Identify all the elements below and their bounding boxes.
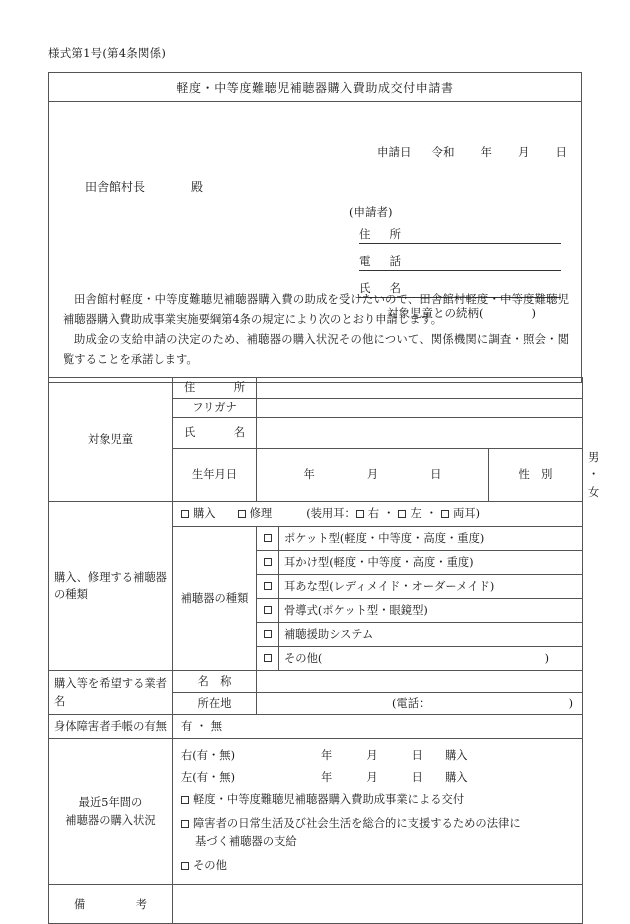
label-char-b: 所 [389,227,401,241]
addressee-line [85,178,203,195]
device-type-checkbox-1[interactable] [264,534,272,542]
child-address-value[interactable] [257,378,583,399]
history-check-label-3: その他 [193,859,227,873]
application-date-line [377,144,567,160]
device-type-checkbox-4[interactable] [264,606,272,614]
label-char-a: 氏 [184,425,196,439]
applicant-phone-input[interactable] [401,257,561,271]
device-type-label: 補聴器の種類 [173,527,257,671]
device-type-checkbox-2[interactable] [264,558,272,566]
disability-booklet-label: 身体障害者手帳の有無 [49,715,173,739]
ear-left-label: 左 [410,507,422,521]
device-type-other-label: その他( [284,651,323,665]
applicant-section-label: (申請者) [349,205,393,219]
addressee-name: 田舎館村長 [85,180,146,194]
application-date-label: 申請日 [377,145,412,159]
history-row [49,739,583,885]
history-right-year: 年 [321,749,333,762]
device-type-other-close: ) [544,651,549,665]
paragraph-consent [63,330,569,370]
label-char-a: 氏 [359,281,371,295]
history-check-label-2: 障害者の日常生活及び社会生活を総合的に支援するための法律に [193,817,521,831]
device-section-label: 購入、修理する補聴器の種類 [49,502,173,671]
history-label-line2: 補聴器の購入状況 [65,813,156,827]
device-purchase-repair-row [49,502,583,527]
birth-year-label: 年 [303,468,315,481]
era-label: 令和 [431,145,455,159]
history-left-ear-line [181,767,577,789]
remarks-label-char-a: 備 [74,897,86,911]
history-content-cell [173,739,583,885]
device-type-label-5: 補聴援助システム [279,623,583,647]
child-name-value[interactable] [257,417,583,448]
child-furigana-label: フリガナ [173,399,257,418]
ear-right-checkbox[interactable] [356,510,364,518]
birth-day-label: 日 [430,468,442,481]
label-char-b: 話 [389,254,401,268]
ear-prefix-label: (装用耳： [306,507,356,521]
disability-booklet-row [49,715,583,739]
paragraph-consent-text: 助成金の支給申請の決定のため、補聴器の購入状況その他について、関係機関に調査・照会・閲覧することを承諾します。 [63,333,569,366]
label-char-b: 名 [233,425,245,439]
disability-booklet-value[interactable]: 有 ・ 無 [173,715,583,739]
addressee-honorific: 殿 [191,180,204,194]
vendor-section-label: 購入等を希望する業者名 [49,671,173,715]
relation-label: 対象児童との続柄( [387,306,484,320]
paragraph-application-text: 田舎館村軽度・中等度難聴児補聴器購入費の助成を受けたいので、田舎館村軽度・中等度難聴児補聴器購入費助成事業実施要綱第4条の規定により次のとおり申請します。 [63,293,569,326]
year-label: 年 [480,145,492,159]
ear-separator-1: ・ [383,507,395,521]
child-gender-label: 性 別 [489,448,583,502]
history-right-day: 日 [411,749,423,762]
child-furigana-value[interactable] [257,399,583,418]
history-left-ear-label[interactable]: 左(有・無) [181,770,236,784]
device-type-checkbox-3[interactable] [264,582,272,590]
vendor-name-label: 名 称 [173,671,257,693]
form-number: 様式第1号(第4条関係) [48,46,167,60]
remarks-label [49,885,173,924]
header-frame [48,72,582,383]
device-type-label-2: 耳かけ型(軽度・中等度・高度・重度) [279,551,583,575]
repair-checkbox[interactable] [238,510,246,518]
applicant-address-label [359,226,401,244]
history-left-purchase: 購入 [444,770,468,784]
vendor-name-row [49,671,583,693]
label-char-b: 名 [389,281,401,295]
child-address-row [49,378,583,399]
history-left-year: 年 [321,770,333,784]
history-check-2 [181,812,577,854]
label-char-a: 電 [359,254,371,268]
device-type-other-cell [279,647,583,671]
ear-left-checkbox[interactable] [398,510,406,518]
page-title: 軽度・中等度難聴児補聴器購入費助成交付申請書 [176,80,454,95]
history-right-purchase: 購入 [444,749,468,762]
history-check-1 [181,788,577,812]
main-form-table [48,377,603,924]
device-type-checkbox-cell-1[interactable] [257,527,279,551]
history-check-label-2b: 基づく補聴器の支給 [195,835,297,849]
remarks-label-char-b: 考 [135,897,147,911]
day-label: 日 [555,145,567,159]
label-char-b: 所 [233,381,245,395]
history-left-day: 日 [411,770,423,784]
applicant-address-input[interactable] [401,230,561,244]
purchase-label: 購入 [193,507,216,521]
applicant-phone-label [359,253,401,271]
repair-label: 修理 [249,507,273,521]
history-checkbox-2[interactable] [181,820,189,828]
history-right-ear-label[interactable]: 右(有・無) [181,749,236,762]
device-type-checkbox-other[interactable] [264,654,272,662]
device-type-label-4: 骨導式(ポケット型・眼鏡型) [279,599,583,623]
vendor-phone-open: (電話： [392,696,431,710]
history-right-ear-line [181,745,577,767]
device-type-checkbox-cell-4[interactable] [257,599,279,623]
history-checkbox-1[interactable] [181,796,189,804]
device-type-label-3: 耳あな型(レディメイド・オーダーメイド) [279,575,583,599]
device-type-checkbox-5[interactable] [264,630,272,638]
ear-separator-2: ・ [425,507,438,521]
device-type-checkbox-cell-other[interactable] [257,647,279,671]
applicant-phone-row [301,253,561,271]
ear-both-label: 両耳) [453,507,481,521]
remarks-value[interactable] [173,885,583,924]
device-purchase-repair-cell [173,502,583,527]
purchase-checkbox[interactable] [181,510,189,518]
history-left-month: 月 [366,770,378,784]
child-name-label [173,417,257,448]
remarks-row [49,885,583,924]
history-check-label-1: 軽度・中等度難聴児補聴器購入費助成事業による交付 [193,793,465,806]
child-birthdate-value[interactable] [257,448,489,502]
device-type-checkbox-cell-3[interactable] [257,575,279,599]
birth-month-label: 月 [366,468,379,481]
history-section-label [49,739,173,885]
device-type-checkbox-cell-5[interactable] [257,623,279,647]
history-checkbox-3[interactable] [181,862,189,870]
device-type-checkbox-cell-2[interactable] [257,551,279,575]
vendor-phone-close: ) [568,696,573,710]
label-char-a: 住 [184,381,196,395]
relation-close-paren: ) [531,306,536,320]
applicant-address-row [301,226,561,244]
child-address-label [173,378,257,399]
label-char-a: 住 [359,227,371,241]
header-body [49,102,581,382]
vendor-address-label: 所在地 [173,693,257,715]
ear-both-checkbox[interactable] [441,510,449,518]
history-check-3 [181,854,577,878]
child-birthdate-label: 生年月日 [173,448,257,502]
child-section-label: 対象児童 [49,378,173,502]
child-birthdate-row: 生年月日 年 月 日 性 別 男 ・ 女 [49,448,583,502]
title-row [49,73,581,102]
vendor-name-value[interactable] [257,671,583,693]
device-type-label-1: ポケット型(軽度・中等度・高度・重度) [279,527,583,551]
history-right-month: 月 [366,749,378,762]
month-label: 月 [518,145,530,159]
vendor-address-value[interactable] [257,693,583,715]
history-label-line1: 最近5年間の [78,796,143,810]
paragraph-application [63,290,569,330]
ear-right-label: 右 [367,507,380,521]
